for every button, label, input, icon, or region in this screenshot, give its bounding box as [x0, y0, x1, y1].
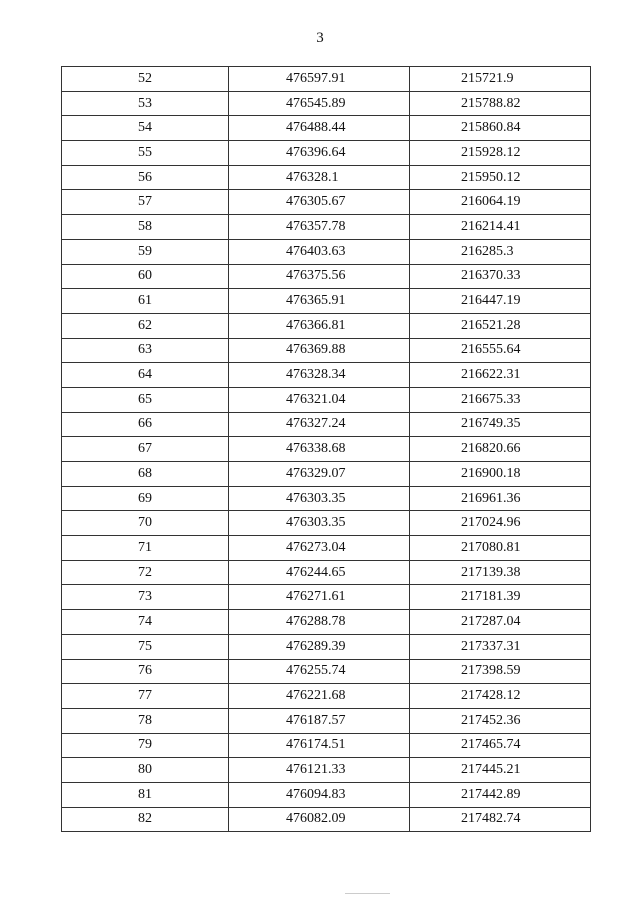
y-coordinate-cell: 216064.19 [410, 190, 591, 215]
y-coordinate-cell: 217398.59 [410, 659, 591, 684]
point-number-cell: 55 [62, 141, 229, 166]
table-row [62, 437, 591, 462]
y-coordinate-cell: 216370.33 [410, 264, 591, 289]
table-row [62, 215, 591, 240]
table-row [62, 659, 591, 684]
y-coordinate-cell: 217482.74 [410, 807, 591, 832]
point-number-cell: 53 [62, 91, 229, 116]
table-row [62, 91, 591, 116]
x-coordinate-cell: 476396.64 [229, 141, 410, 166]
point-number-cell: 69 [62, 486, 229, 511]
point-number-cell: 72 [62, 560, 229, 585]
point-number-cell: 66 [62, 412, 229, 437]
y-coordinate-cell: 215950.12 [410, 165, 591, 190]
y-coordinate-cell: 216749.35 [410, 412, 591, 437]
table-row [62, 412, 591, 437]
table-row [62, 807, 591, 832]
x-coordinate-cell: 476327.24 [229, 412, 410, 437]
table-row [62, 585, 591, 610]
point-number-cell: 81 [62, 782, 229, 807]
table-row [62, 536, 591, 561]
table-row [62, 610, 591, 635]
y-coordinate-cell: 217287.04 [410, 610, 591, 635]
table-row [62, 511, 591, 536]
table-row [62, 462, 591, 487]
point-number-cell: 65 [62, 387, 229, 412]
y-coordinate-cell: 217181.39 [410, 585, 591, 610]
table-row [62, 634, 591, 659]
point-number-cell: 67 [62, 437, 229, 462]
table-row [62, 264, 591, 289]
x-coordinate-cell: 476303.35 [229, 486, 410, 511]
y-coordinate-cell: 215860.84 [410, 116, 591, 141]
point-number-cell: 71 [62, 536, 229, 561]
table-row [62, 289, 591, 314]
point-number-cell: 64 [62, 363, 229, 388]
y-coordinate-cell: 216447.19 [410, 289, 591, 314]
y-coordinate-cell: 216820.66 [410, 437, 591, 462]
y-coordinate-cell: 217428.12 [410, 684, 591, 709]
point-number-cell: 68 [62, 462, 229, 487]
table-row [62, 190, 591, 215]
y-coordinate-cell: 215788.82 [410, 91, 591, 116]
point-number-cell: 58 [62, 215, 229, 240]
y-coordinate-cell: 216555.64 [410, 338, 591, 363]
x-coordinate-cell: 476303.35 [229, 511, 410, 536]
coordinate-table [61, 66, 591, 832]
table-row [62, 363, 591, 388]
y-coordinate-cell: 217465.74 [410, 733, 591, 758]
y-coordinate-cell: 216214.41 [410, 215, 591, 240]
y-coordinate-cell: 215721.9 [410, 67, 591, 92]
y-coordinate-cell: 217442.89 [410, 782, 591, 807]
point-number-cell: 70 [62, 511, 229, 536]
point-number-cell: 82 [62, 807, 229, 832]
x-coordinate-cell: 476403.63 [229, 239, 410, 264]
table-row [62, 782, 591, 807]
x-coordinate-cell: 476174.51 [229, 733, 410, 758]
x-coordinate-cell: 476321.04 [229, 387, 410, 412]
table-row [62, 338, 591, 363]
point-number-cell: 62 [62, 313, 229, 338]
point-number-cell: 56 [62, 165, 229, 190]
x-coordinate-cell: 476082.09 [229, 807, 410, 832]
point-number-cell: 52 [62, 67, 229, 92]
x-coordinate-cell: 476121.33 [229, 758, 410, 783]
y-coordinate-cell: 216622.31 [410, 363, 591, 388]
x-coordinate-cell: 476094.83 [229, 782, 410, 807]
table-row [62, 165, 591, 190]
point-number-cell: 73 [62, 585, 229, 610]
y-coordinate-cell: 216285.3 [410, 239, 591, 264]
table-row [62, 116, 591, 141]
point-number-cell: 59 [62, 239, 229, 264]
y-coordinate-cell: 217080.81 [410, 536, 591, 561]
x-coordinate-cell: 476305.67 [229, 190, 410, 215]
table-row [62, 313, 591, 338]
table-row [62, 67, 591, 92]
x-coordinate-cell: 476597.91 [229, 67, 410, 92]
table-row [62, 684, 591, 709]
y-coordinate-cell: 217445.21 [410, 758, 591, 783]
x-coordinate-cell: 476338.68 [229, 437, 410, 462]
y-coordinate-cell: 215928.12 [410, 141, 591, 166]
point-number-cell: 77 [62, 684, 229, 709]
y-coordinate-cell: 216961.36 [410, 486, 591, 511]
y-coordinate-cell: 217452.36 [410, 708, 591, 733]
x-coordinate-cell: 476375.56 [229, 264, 410, 289]
scan-mark [345, 893, 390, 894]
point-number-cell: 54 [62, 116, 229, 141]
x-coordinate-cell: 476357.78 [229, 215, 410, 240]
x-coordinate-cell: 476366.81 [229, 313, 410, 338]
x-coordinate-cell: 476221.68 [229, 684, 410, 709]
x-coordinate-cell: 476328.1 [229, 165, 410, 190]
table-row [62, 733, 591, 758]
x-coordinate-cell: 476255.74 [229, 659, 410, 684]
point-number-cell: 76 [62, 659, 229, 684]
x-coordinate-cell: 476488.44 [229, 116, 410, 141]
y-coordinate-cell: 217337.31 [410, 634, 591, 659]
y-coordinate-cell: 217024.96 [410, 511, 591, 536]
table-row [62, 239, 591, 264]
x-coordinate-cell: 476369.88 [229, 338, 410, 363]
x-coordinate-cell: 476271.61 [229, 585, 410, 610]
point-number-cell: 78 [62, 708, 229, 733]
x-coordinate-cell: 476365.91 [229, 289, 410, 314]
table-row [62, 708, 591, 733]
table-row [62, 387, 591, 412]
page-number: 3 [316, 30, 324, 46]
table-row [62, 141, 591, 166]
point-number-cell: 61 [62, 289, 229, 314]
x-coordinate-cell: 476244.65 [229, 560, 410, 585]
x-coordinate-cell: 476288.78 [229, 610, 410, 635]
table-row [62, 486, 591, 511]
point-number-cell: 57 [62, 190, 229, 215]
x-coordinate-cell: 476273.04 [229, 536, 410, 561]
point-number-cell: 80 [62, 758, 229, 783]
x-coordinate-cell: 476545.89 [229, 91, 410, 116]
point-number-cell: 63 [62, 338, 229, 363]
point-number-cell: 75 [62, 634, 229, 659]
x-coordinate-cell: 476329.07 [229, 462, 410, 487]
x-coordinate-cell: 476328.34 [229, 363, 410, 388]
y-coordinate-cell: 216675.33 [410, 387, 591, 412]
point-number-cell: 60 [62, 264, 229, 289]
table-row [62, 560, 591, 585]
table-body [62, 67, 591, 832]
x-coordinate-cell: 476187.57 [229, 708, 410, 733]
table-row [62, 758, 591, 783]
point-number-cell: 79 [62, 733, 229, 758]
x-coordinate-cell: 476289.39 [229, 634, 410, 659]
y-coordinate-cell: 217139.38 [410, 560, 591, 585]
point-number-cell: 74 [62, 610, 229, 635]
y-coordinate-cell: 216900.18 [410, 462, 591, 487]
y-coordinate-cell: 216521.28 [410, 313, 591, 338]
